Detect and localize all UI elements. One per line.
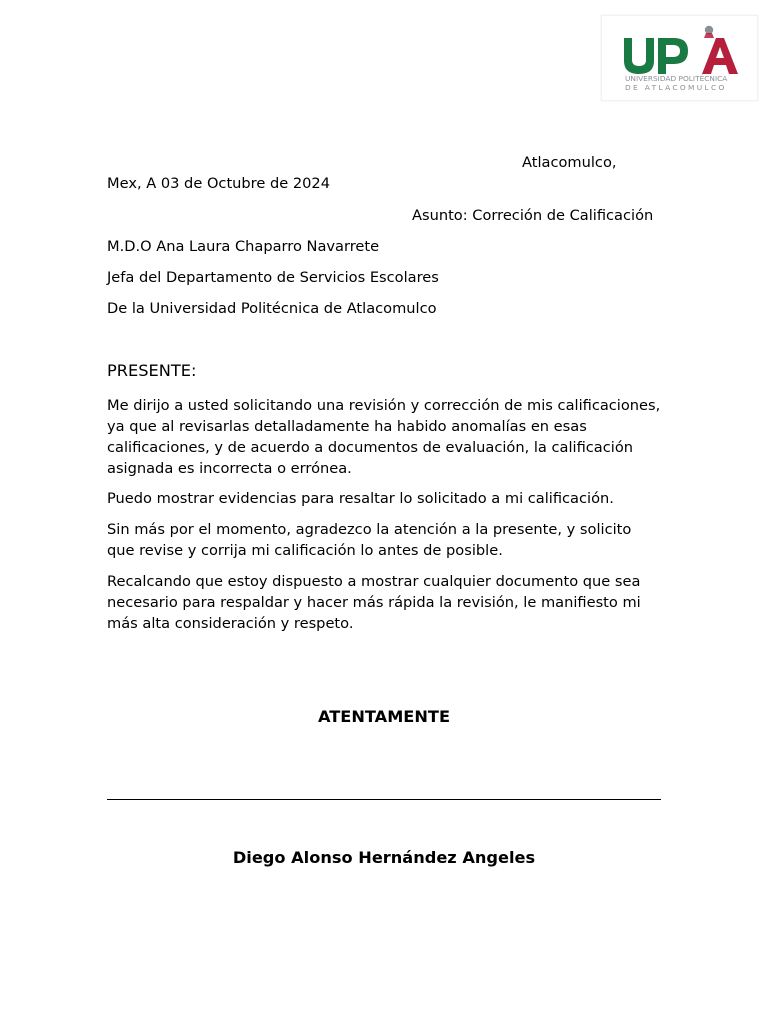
greeting: PRESENTE:: [107, 361, 197, 380]
signer-name: Diego Alonso Hernández Angeles: [232, 848, 536, 867]
body-paragraph-1: Me dirijo a usted solicitando una revisión y corrección de mis calificaciones, ya que al revisarlas detalladamente ha habido anomalías en esas calificaciones, y de acuerdo a documentos de evaluación, la calificación asignada es incorrecta o errónea.: [107, 397, 661, 477]
date-line: Mex, A 03 de Octubre de 2024: [107, 175, 331, 192]
closing: ATENTAMENTE: [317, 707, 451, 726]
logo-text-line1: UNIVERSIDAD POLITÉCNICA: [625, 74, 728, 83]
university-logo: [601, 15, 758, 101]
body-paragraph-3: Sin más por el momento, agradezco la atención a la presente, y solicito que revise y corrija mi calificación lo antes de posible.: [107, 521, 632, 559]
signature-line: [107, 799, 661, 800]
recipient-position: Jefa del Departamento de Servicios Escolares: [107, 269, 439, 286]
place-line: Atlacomulco,: [522, 154, 617, 171]
recipient-name: M.D.O Ana Laura Chaparro Navarrete: [107, 238, 380, 255]
logo-text-line2: DE ATLACOMULCO: [625, 83, 727, 92]
body-paragraph-4: Recalcando que estoy dispuesto a mostrar cualquier documento que sea necesario para respaldar y hacer más rápida la revisión, le manifiesto mi más alta consideración y respeto.: [107, 573, 641, 632]
subject-line: Asunto: Correción de Calificación: [412, 207, 654, 224]
recipient-institution: De la Universidad Politécnica de Atlacomulco: [107, 300, 437, 317]
body-paragraph-2: Puedo mostrar evidencias para resaltar lo solicitado a mi calificación.: [107, 490, 614, 507]
